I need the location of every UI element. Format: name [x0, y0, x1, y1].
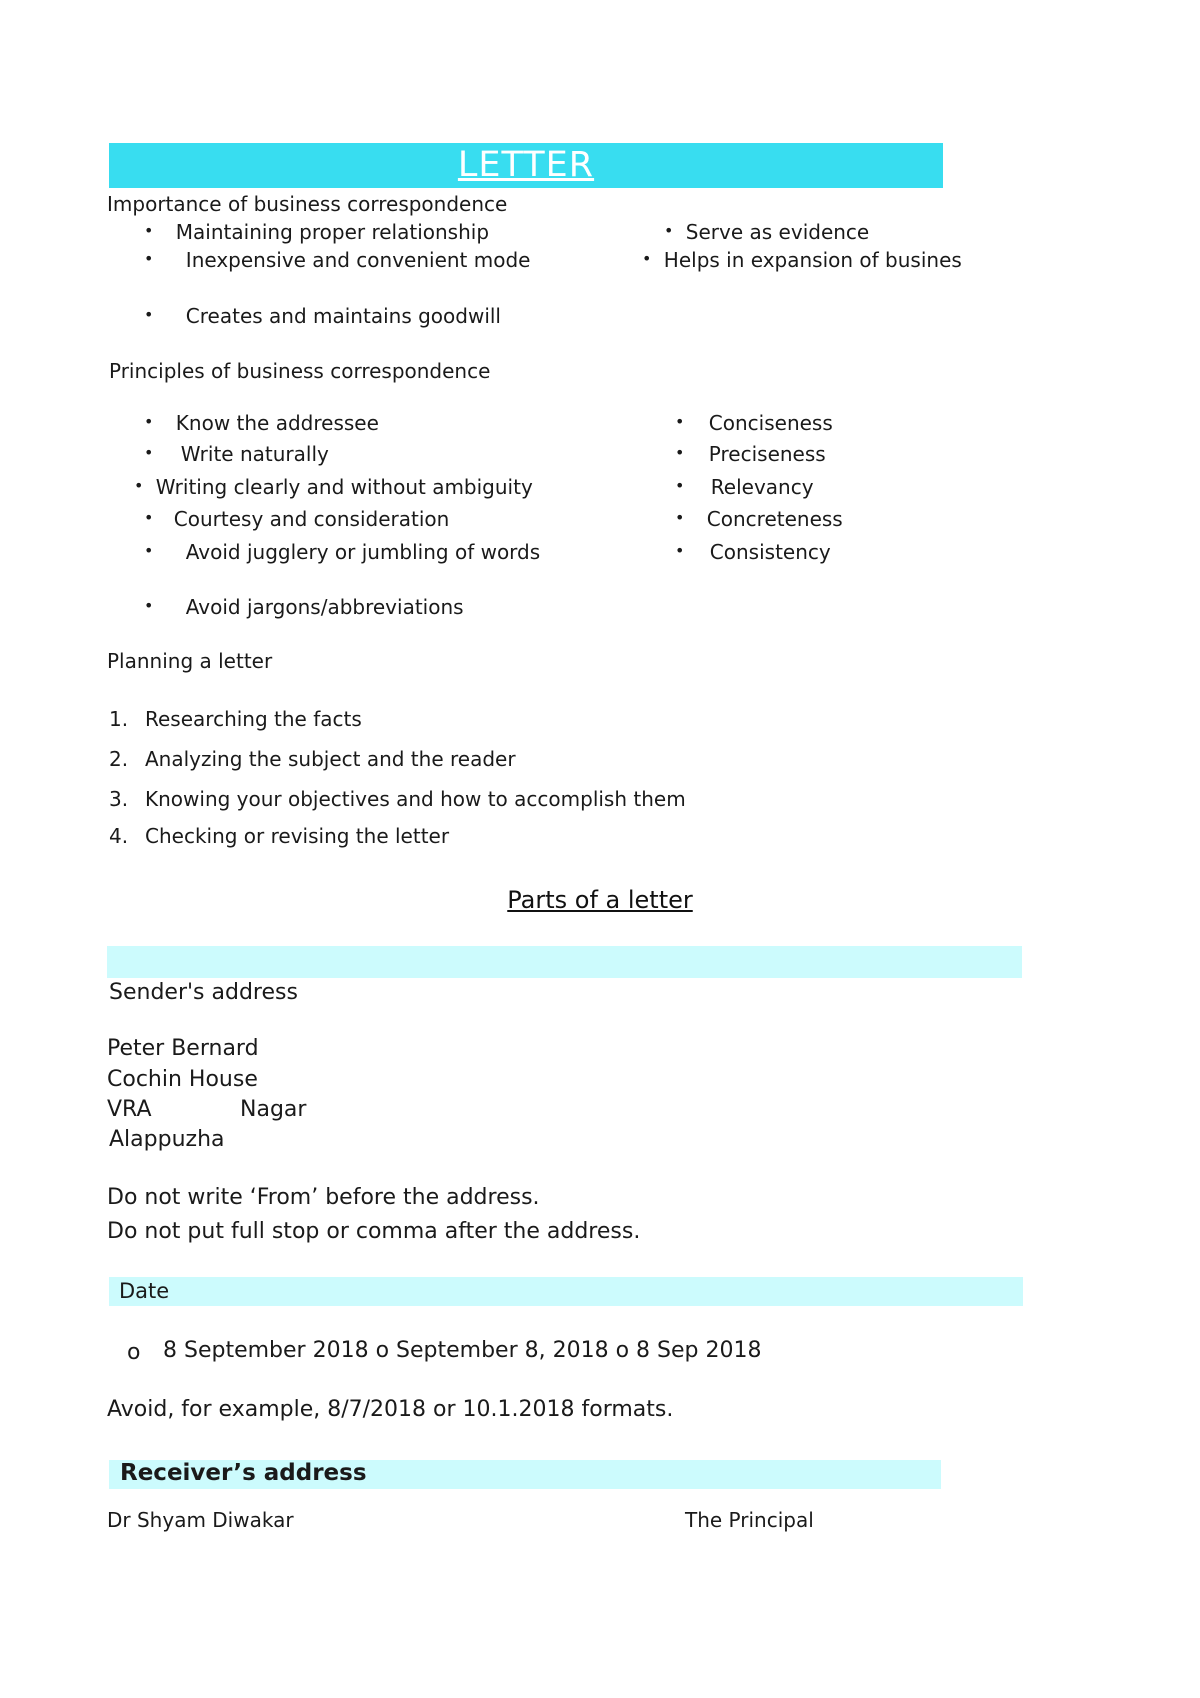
list-item: • Concreteness	[675, 507, 843, 531]
list-number: 4.	[109, 824, 129, 848]
document-title: LETTER	[457, 145, 595, 185]
bullet-icon: •	[642, 249, 652, 268]
bullet-icon: •	[134, 476, 144, 495]
principles-heading: Principles of business correspondence	[109, 359, 491, 383]
list-item: • Serve as evidence	[664, 220, 870, 244]
date-label: Date	[119, 1279, 170, 1303]
bullet-icon: •	[144, 412, 154, 431]
sender-line: Peter Bernard	[107, 1036, 259, 1061]
list-item: • Write naturally	[144, 442, 329, 466]
list-item: • Consistency	[675, 540, 831, 564]
bullet-icon: •	[675, 508, 685, 527]
highlight-band	[107, 946, 1022, 978]
list-item: • Creates and maintains goodwill	[144, 304, 501, 328]
list-number: 3.	[109, 787, 129, 811]
list-item: • Helps in expansion of busines	[642, 248, 962, 272]
bullet-icon: •	[144, 508, 154, 527]
date-marker: o	[127, 1340, 141, 1365]
sender-label: Sender's address	[109, 980, 298, 1005]
receiver-line: The Principal	[685, 1508, 814, 1532]
address-note: Do not put full stop or comma after the address.	[107, 1219, 641, 1244]
sender-line: Nagar	[240, 1097, 307, 1122]
list-item: • Courtesy and consideration	[144, 507, 450, 531]
date-avoid-note: Avoid, for example, 8/7/2018 or 10.1.2018 formats.	[107, 1397, 674, 1422]
list-item: • Writing clearly and without ambiguity	[134, 475, 533, 499]
receiver-label: Receiver’s address	[120, 1460, 367, 1486]
planning-heading: Planning a letter	[107, 649, 273, 673]
list-item: 4. Checking or revising the letter	[109, 824, 450, 848]
list-item: 1. Researching the facts	[109, 707, 362, 731]
address-note: Do not write ‘From’ before the address.	[107, 1185, 540, 1210]
bullet-icon: •	[144, 541, 154, 560]
list-item: 2. Analyzing the subject and the reader	[109, 747, 516, 771]
bullet-icon: •	[675, 476, 685, 495]
bullet-icon: •	[664, 221, 674, 240]
list-item: • Preciseness	[675, 442, 826, 466]
list-number: 2.	[109, 747, 129, 771]
receiver-line: Dr Shyam Diwakar	[107, 1508, 294, 1532]
importance-heading: Importance of business correspondence	[107, 192, 508, 216]
list-item: • Inexpensive and convenient mode	[144, 248, 531, 272]
bullet-icon: •	[144, 249, 154, 268]
bullet-icon: •	[675, 541, 685, 560]
bullet-icon: •	[675, 443, 685, 462]
bullet-icon: •	[144, 443, 154, 462]
bullet-icon: •	[144, 596, 154, 615]
parts-heading: Parts of a letter	[507, 886, 693, 914]
list-item: • Conciseness	[675, 411, 833, 435]
date-examples: 8 September 2018 o September 8, 2018 o 8 Sep 2018	[163, 1338, 762, 1363]
list-item: • Maintaining proper relationship	[144, 220, 490, 244]
list-item: • Avoid jargons/abbreviations	[144, 595, 464, 619]
sender-line: Alappuzha	[109, 1127, 225, 1152]
bullet-icon: •	[144, 305, 154, 324]
sender-line: VRA	[107, 1097, 152, 1122]
list-item: 3. Knowing your objectives and how to accomplish them	[109, 787, 686, 811]
list-item: • Relevancy	[675, 475, 814, 499]
bullet-icon: •	[675, 412, 685, 431]
bullet-icon: •	[144, 221, 154, 240]
sender-line: Cochin House	[107, 1067, 258, 1092]
list-item: • Know the addressee	[144, 411, 379, 435]
date-band	[109, 1277, 1023, 1306]
list-number: 1.	[109, 707, 129, 731]
list-item: • Avoid jugglery or jumbling of words	[144, 540, 541, 564]
